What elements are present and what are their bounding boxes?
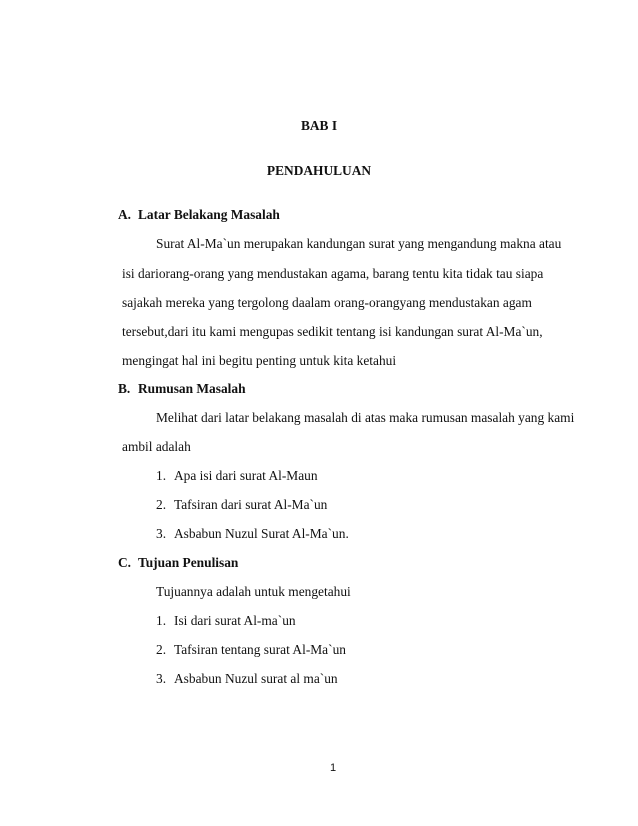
section-a-paragraph-line: mengingat hal ini begitu penting untuk kita ketahui	[122, 353, 397, 368]
list-item-number: 3.	[156, 526, 167, 541]
list-item	[156, 497, 327, 513]
section-a-paragraph-line: isi dariorang-orang yang mendustakan agama, barang tentu kita tidak tau siapa	[122, 266, 544, 281]
list-item-number: 2.	[156, 497, 167, 512]
section-title: Latar Belakang Masalah	[138, 207, 280, 222]
list-item	[156, 613, 296, 629]
section-title: Tujuan Penulisan	[138, 555, 239, 570]
section-title: Rumusan Masalah	[138, 381, 246, 396]
list-item-text: Tafsiran dari surat Al-Ma`un	[174, 497, 328, 512]
list-item	[156, 671, 338, 687]
list-item-text: Asbabun Nuzul surat al ma`un	[174, 671, 338, 686]
list-item	[156, 642, 346, 658]
list-item	[156, 468, 318, 484]
page-number: 1	[330, 762, 337, 774]
list-item	[156, 526, 349, 542]
list-item-number: 1.	[156, 468, 167, 483]
section-letter: B.	[118, 381, 131, 396]
section-letter: A.	[118, 207, 132, 222]
section-b-paragraph-line: Melihat dari latar belakang masalah di atas maka rumusan masalah yang kami	[156, 410, 575, 425]
list-item-number: 2.	[156, 642, 167, 657]
list-item-number: 1.	[156, 613, 167, 628]
chapter-label: BAB I	[300, 118, 338, 133]
list-item-text: Isi dari surat Al-ma`un	[174, 613, 296, 628]
list-item-number: 3.	[156, 671, 167, 686]
section-letter: C.	[118, 555, 132, 570]
section-a-paragraph-line: sajakah mereka yang tergolong daalam orang-orangyang mendustakan agam	[122, 295, 532, 310]
section-b-paragraph-line: ambil adalah	[122, 439, 191, 454]
section-b-heading	[118, 381, 246, 397]
section-c-heading	[118, 555, 238, 571]
section-a-paragraph-line: tersebut,dari itu kami mengupas sedikit tentang isi kandungan surat Al-Ma`un,	[122, 324, 543, 339]
list-item-text: Asbabun Nuzul Surat Al-Ma`un.	[174, 526, 349, 541]
section-c-paragraph-line: Tujuannya adalah untuk mengetahui	[156, 584, 351, 599]
list-item-text: Apa isi dari surat Al-Maun	[174, 468, 318, 483]
list-item-text: Tafsiran tentang surat Al-Ma`un	[174, 642, 346, 657]
section-a-paragraph-line: Surat Al-Ma`un merupakan kandungan surat yang mengandung makna atau	[156, 236, 562, 251]
chapter-title: PENDAHULUAN	[266, 163, 372, 178]
section-a-heading	[118, 207, 280, 223]
